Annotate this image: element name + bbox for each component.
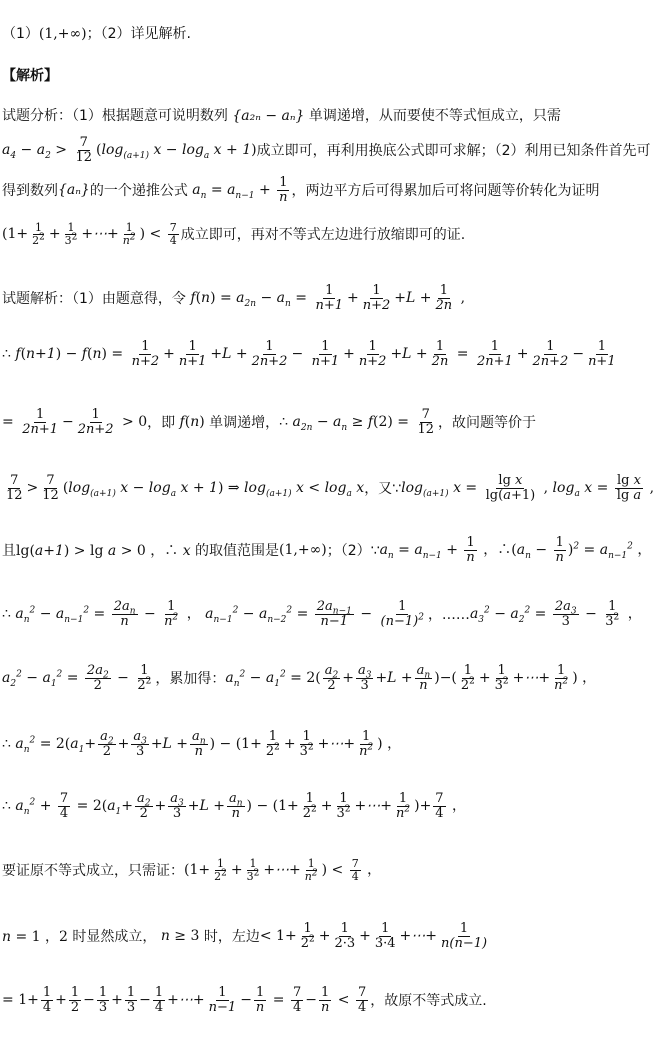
analysis-line-2 (0, 130, 651, 170)
solution-need-text: 要证原不等式成立，只需证： (2, 863, 184, 879)
solution-part2: ；（2）∵ (326, 543, 380, 559)
solution-dots: ，…… (427, 607, 470, 623)
analysis-line-4 (0, 212, 630, 256)
solution-line-5 (0, 530, 652, 570)
analysis-line3-a: 得到数列 (2, 183, 58, 199)
solution-line-1 (0, 276, 630, 320)
n-ge3-formula: n ≥ 3 (156, 928, 200, 944)
solution-line-7 (0, 656, 630, 700)
positivity-formula: = $\frac{1}{2n+1}$ − $\frac{1}{2n+2}$ > 0 (2, 406, 148, 437)
f-n-inline: f(n) (175, 414, 205, 430)
analysis-line4-tail: 成立即可，再对不等式左边进行放缩即可的证. (180, 227, 466, 243)
a2-squared-formula: $a_2^2 - a_1^2$ = $\frac{2a_2}{2}$ − $\frac{1}{2^2}$ (2, 662, 152, 693)
analysis-intro: 试题分析：（1）根据题意可说明数列 (2, 108, 228, 124)
solution-line-11 (0, 914, 630, 958)
square-recurrence-formula: $a_n = a_{n-1}$ + $\frac{1}{n}$ ，$\therefore(a_n$ − $\frac{1}{n}$ )$^2 = a_{n-1}^2$ ， (379, 534, 652, 565)
recurrence-formula: $a_n = a_{n-1}$ + $\frac{1}{n}$ (187, 174, 288, 205)
target-inequality-formula: (1+ $\frac{1}{2^2}$ + $\frac{1}{3^2}$ +⋯+ $\frac{1}{n^2}$ ) < $\frac{7}{4}$ (2, 220, 177, 247)
solution-line-10 (0, 848, 630, 892)
solution-intro: 试题解析：（1）由题意得，令 (2, 291, 186, 307)
solution-line-3 (0, 400, 630, 444)
telescoped-sum-formula: $a_n^2 - a_1^2 = 2$( $\frac{a_2}{2}$ + $\frac{a_3}{3}$ +L + $\frac{a_n}{n}$ )−( $\frac{1}{2^2}$ + $\frac{1}{3^2}$ +⋯+ $\frac{1}{n^2}$ ) ， (225, 662, 597, 693)
an-squared-plus-formula: ∴ $a_n^2$ + $\frac{7}{4}$ = $2(a_1+$ $\frac{a_2}{2}$ + $\frac{a_3}{3}$ +L + $\frac{a_n}{n}$ ) − (1+ $\frac{1}{2^2}$ + $\frac{1}{3^2}$ +⋯+ $\frac{1}{n^2}$ )+ $\frac{7}{4}$ ， (2, 790, 467, 821)
analysis-seq-formula: {a₂ₙ − aₙ} (232, 108, 305, 124)
lower-bound-formula: ∴ $a_{2n} - a_n \ge f(2)$ = $\frac{7}{12}$ (279, 406, 435, 437)
answer-separator: ；（2） (86, 26, 131, 42)
solution-equiv: ，故问题等价于 (438, 415, 537, 431)
squared-difference-formulas: ∴ $a_n^2 - a_{n-1}^2$ = $\frac{2a_n}{n}$ − $\frac{1}{n^2}$ ， $a_{n-1}^2 - a_{n-2}^2$ = $\frac{2a_{n-1}}{n-1}$ − $\frac{1}{(n-1)^2}$ (2, 598, 424, 629)
left-side-bound-formula: < 1+ $\frac{1}{2^2}$ + $\frac{1}{2\cdot 3}$ + $\frac{1}{3\cdot 4}$ +⋯+ $\frac{1}{n(n-1)}$ (259, 920, 488, 951)
solution-line-12 (0, 978, 630, 1022)
f-definition-formula: $f(n) = a_{2n} - a_n$ = $\frac{1}{n+1}$ + $\frac{1}{n+2}$ +L + $\frac{1}{2n}$ , (185, 282, 466, 313)
solution-line-2 (0, 332, 630, 376)
an-squared-formula: ∴ $a_n^2 = 2(a_1+$ $\frac{a_2}{2}$ + $\frac{a_3}{3}$ +L + $\frac{a_n}{n}$ ) − (1+ $\frac{1}{2^2}$ + $\frac{1}{3^2}$ +⋯+ $\frac{1}{n^2}$ ) ， (2, 728, 402, 759)
solution-line2-tail: ，即 (147, 415, 176, 431)
analysis-line-1 (0, 102, 630, 128)
range-interval: (1,+∞) (279, 542, 327, 558)
analysis-line-3 (0, 170, 630, 210)
condition-formula: $a_4 - a_2$ > $\frac{7}{12}$ ($\log_{(a+1)}$ $x - \log_a x + 1$) (2, 134, 257, 165)
f-difference-formula: ∴ f(n+1) − f(n) = $\frac{1}{n+2}$ + $\frac{1}{n+1}$ +L + $\frac{1}{2n+2}$ − $\frac{1}{n+1}$ + $\frac{1}{n+2}$ +L + $\frac{1}{2n}$ = $\frac{1}{2n+1}$ + $\frac{1}{2n+2}$ − $\frac{1}{n+1}$ (2, 338, 616, 369)
log-positive-formula: lg(a+1) > lg a > 0 ，∴ x (16, 543, 196, 559)
solution-conclusion: ，故原不等式成立. (370, 993, 487, 1009)
need-inequality-formula: (1+ $\frac{1}{2^2}$ + $\frac{1}{3^2}$ +⋯+ $\frac{1}{n^2}$ ) < $\frac{7}{4}$ ， (184, 856, 382, 883)
answer-part1-label: （1） (2, 26, 39, 42)
solution-line-6 (0, 592, 642, 636)
solution-sum-text: ，累加得： (155, 671, 226, 687)
solution-range-text: 的取值范围是 (195, 543, 280, 559)
analysis-heading (0, 64, 630, 86)
solution-and-because: ，又∵ (364, 481, 402, 497)
n-cases-formula: n = 1 ，2 (2, 929, 68, 945)
solution-and-text: 且 (2, 543, 16, 559)
answer-line (0, 22, 630, 44)
solution-line-4 (0, 466, 654, 510)
analysis-line3-b: 的一个递推公式 (89, 183, 188, 199)
solution-n-cases: 时显然成立， (72, 929, 157, 945)
final-bound-formula: = 1+ $\frac{1}{4}$ + $\frac{1}{2}$ − $\frac{1}{3}$ + $\frac{1}{3}$ − $\frac{1}{4}$ +⋯+ $\frac{1}{n-1}$ − $\frac{1}{n}$ = $\frac{7}{4}$ − $\frac{1}{n}$ < $\frac{7}{4}$ (2, 984, 367, 1015)
change-of-base-formula: $\log_{(a+1)} x$ = $\frac{\text{lg x}}{\lg(a+1)}$ , $\log_a x$ = $\frac{\text{lg x}}{\text{lg a}}$ , (401, 472, 654, 503)
analysis-heading-label: 【解析】 (2, 68, 58, 84)
solution-line-8 (0, 722, 630, 766)
equivalent-inequality-formula: $\frac{7}{12}$ > $\frac{7}{12}$ ($\log_{(a+1)}$ $x - \log_a x + 1$) ⇒ $\log_{(a+1)} x < \log_a x$ (6, 472, 365, 503)
analysis-cond-tail: 成立即可，再利用换底公式即可求解；（2）利用已知条件首先可 (256, 143, 651, 159)
solution-mono-text: 单调递增， (209, 415, 280, 431)
answer-interval: (1,+∞) (38, 26, 87, 42)
solution-n-ge3: 时，左边 (203, 929, 260, 945)
analysis-line3-c: ，两边平方后可得累加后可将问题等价转化为证明 (291, 183, 600, 199)
analysis-line3-seq: {aₙ} (58, 182, 90, 198)
analysis-mono-text: 单调递增，从而要使不等式恒成立，只需 (308, 108, 561, 124)
a3-squared-formula: $a_3^2 - a_2^2$ = $\frac{2a_3}{3}$ − $\frac{1}{3^2}$ ， (469, 598, 642, 629)
answer-detail: 详见解析. (130, 26, 191, 42)
solution-line-9 (0, 784, 630, 828)
